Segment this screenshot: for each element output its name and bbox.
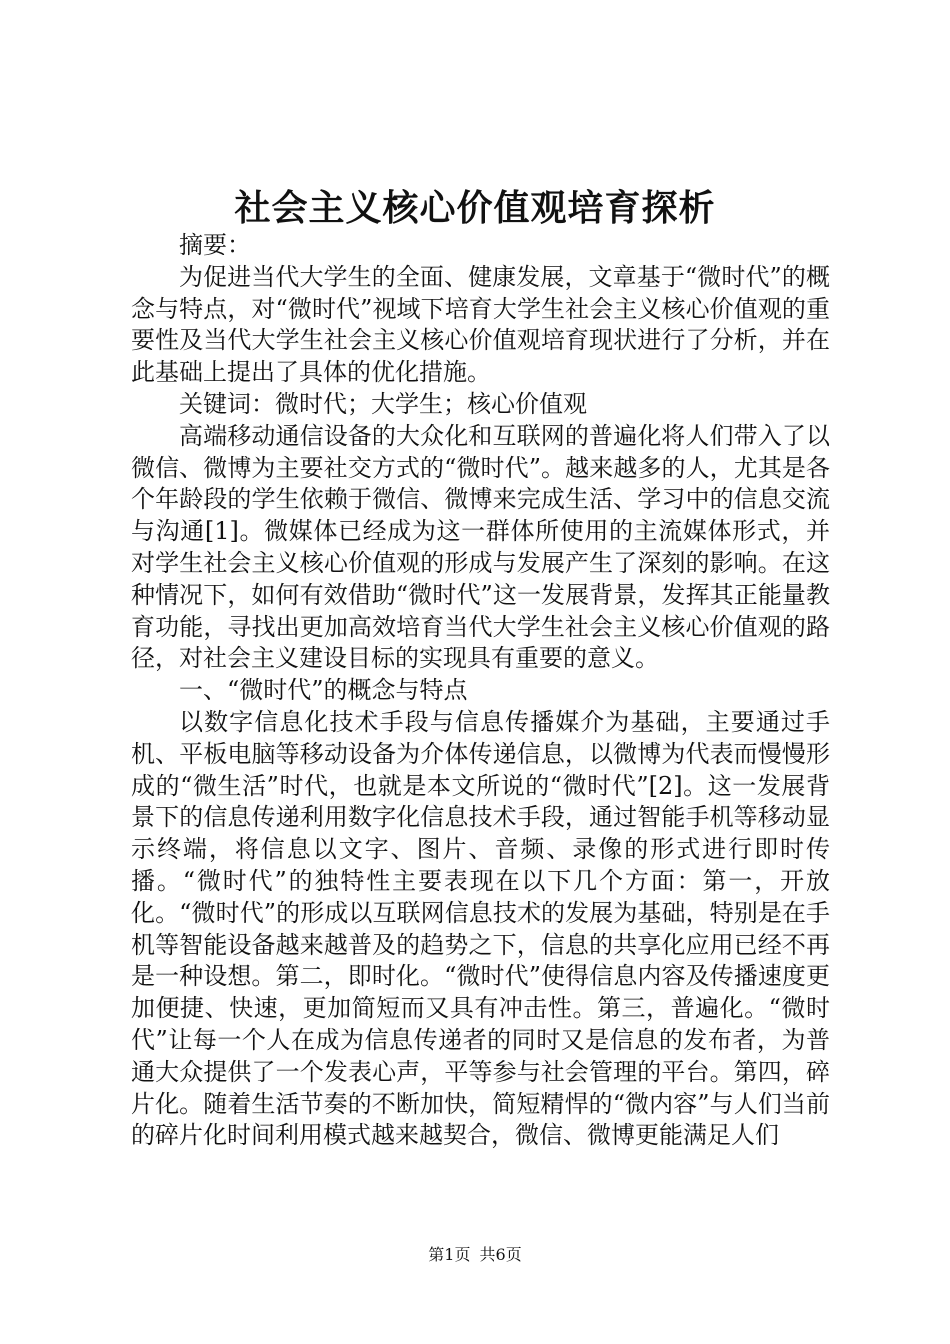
keywords-line: 关键词：微时代；大学生；核心价值观 <box>179 389 587 418</box>
document-title: 社会主义核心价值观培育探析 <box>234 187 716 229</box>
intro-paragraph: 高端移动通信设备的大众化和互联网的普遍化将人们带入了以微信、微博为主要社交方式的“微时代”。越来越多的人，尤其是各个年龄段的学生依赖于微信、微博来完成生活、学习中的信息交流与沟通[1]。微媒体已经成为这一群体所使用的主流媒体形式，并对学生社会主义核心价值观的形成与发展产生了深刻的影响。在这种情况下，如何有效借助“微时代”这一发展背景，发挥其正能量教育功能，寻找出更加高效培育当代大学生社会主义核心价值观的路径，对社会主义建设目标的实现具有重要的意义。 <box>131 421 830 673</box>
abstract-text: 为促进当代大学生的全面、健康发展，文章基于“微时代”的概念与特点，对“微时代”视域下培育大学生社会主义核心价值观的重要性及当代大学生社会主义核心价值观培育现状进行了分析，并在此基础上提出了具体的优化措施。 <box>131 262 830 387</box>
abstract-heading: 摘要： <box>179 231 251 259</box>
section-heading: 一、“微时代”的概念与特点 <box>179 676 468 705</box>
page-footer <box>0 1244 950 1266</box>
section-paragraph: 以数字信息化技术手段与信息传播媒介为基础，主要通过手机、平板电脑等移动设备为介体传递信息，以微博为代表而慢慢形成的“微生活”时代，也就是本文所说的“微时代”[2]。这一发展背景下的信息传递利用数字化信息技术手段，通过智能手机等移动显示终端，将信息以文字、图片、音频、录像的形式进行即时传播。“微时代”的独特性主要表现在以下几个方面：第一，开放化。“微时代”的形成以互联网信息技术的发展为基础，特别是在手机等智能设备越来越普及的趋势之下，信息的共享化应用已经不再是一种设想。第二，即时化。“微时代”使得信息内容及传播速度更加便捷、快速，更加简短而又具有冲击性。第三，普遍化。“微时代”让每一个人在成为信息传递者的同时又是信息的发布者，为普通大众提供了一个发表心声，平等参与社会管理的平台。第四，碎片化。随着生活节奏的不断加快，简短精悍的“微内容”与人们当前的碎片化时间利用模式越来越契合，微信、微博更能满足人们 <box>131 707 830 1150</box>
page-number: 第1页 <box>428 1245 471 1264</box>
document-body <box>131 230 830 1152</box>
page-total: 共6页 <box>479 1245 522 1264</box>
